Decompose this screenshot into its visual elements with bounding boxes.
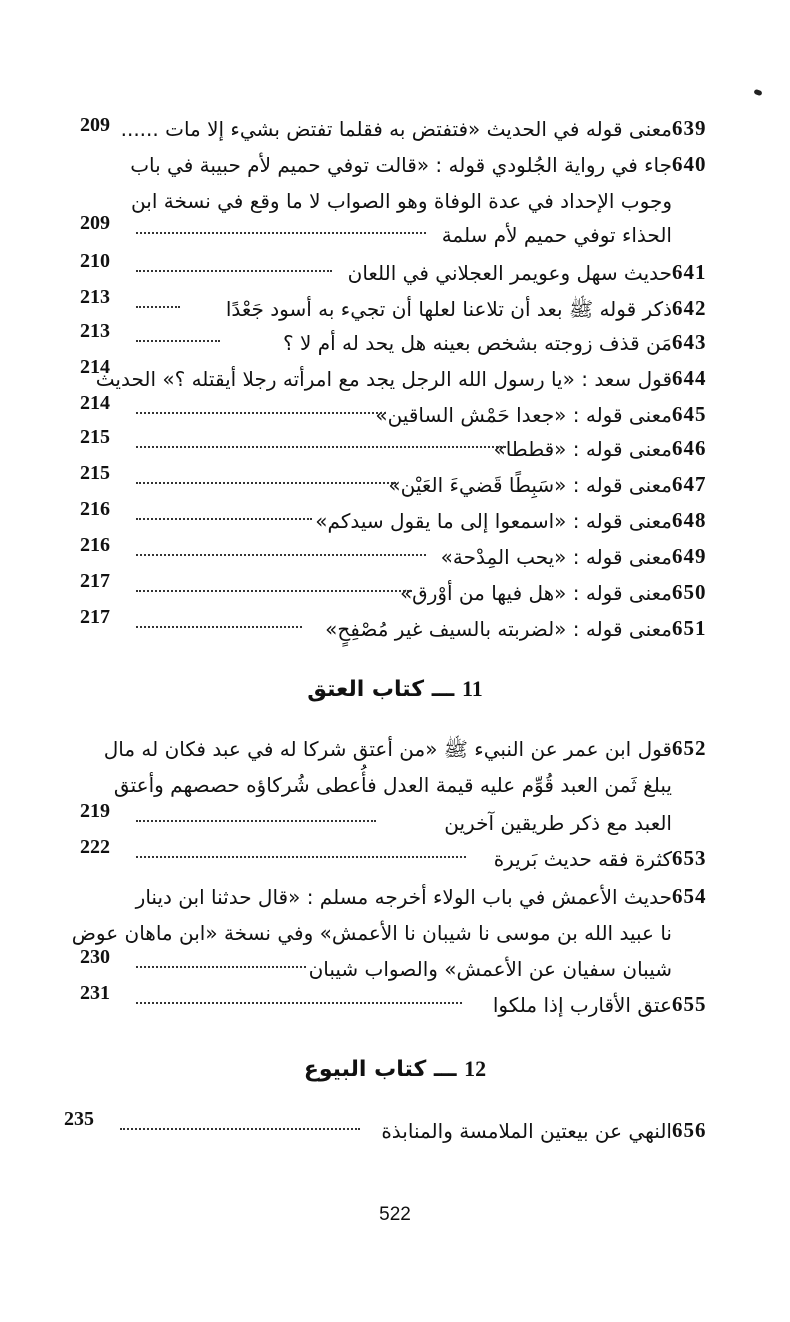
- page-number: 522: [379, 1204, 411, 1225]
- entry-title: معنى قوله : «جعدا حَمْش الساقين»: [375, 403, 672, 427]
- entry-number: 648: [672, 508, 707, 532]
- leader-dots: [136, 270, 332, 272]
- entry-number: 656: [672, 1118, 707, 1142]
- leader-dots: [136, 554, 426, 556]
- entry-number: 644: [672, 366, 707, 390]
- entry-title: معنى قوله في الحديث «فتفتض به فقلما تفتض بشيء إلا مات ......: [120, 117, 672, 141]
- entry-page: 209: [80, 114, 110, 136]
- toc-entry-continuation: [0, 768, 790, 804]
- entry-title-line: يبلغ ثَمن العبد قُوِّم عليه قيمة العدل فأُعطى شُركاؤه حصصهم وأعتق: [113, 773, 672, 797]
- section-heading: 12 ـــ كتاب البيوع: [303, 1056, 487, 1082]
- toc-entry: [0, 836, 790, 878]
- entry-number: 649: [672, 544, 707, 568]
- entry-title-line: العبد مع ذكر طريقين آخرين: [444, 811, 672, 835]
- section-title: كتاب العتق: [307, 677, 425, 702]
- leader-dots: [136, 856, 466, 858]
- entry-number: 651: [672, 616, 707, 640]
- leader-dots: [136, 446, 506, 448]
- entry-title-line: حديث الأعمش في باب الولاء أخرجه مسلم : «قال حدثنا ابن دينار: [135, 885, 672, 909]
- entry-title: معنى قوله : «قططا»: [493, 437, 672, 461]
- entry-number: 639: [672, 116, 707, 140]
- entry-number: 652: [672, 736, 707, 760]
- entry-title: معنى قوله : «هل فيها من أوْرق»: [399, 581, 672, 605]
- entry-title-line: شيبان سفيان عن الأعمش» والصواب شيبان: [308, 957, 672, 981]
- entry-page: 210: [80, 250, 110, 272]
- entry-number: 642: [672, 296, 707, 320]
- entry-page: 213: [80, 286, 110, 308]
- entry-number: 655: [672, 992, 707, 1016]
- entry-page: 217: [80, 570, 110, 592]
- ink-mark: [753, 89, 762, 96]
- entry-title: ذكر قوله ﷺ بعد أن تلاعنا لعلها أن تجيء به أسود جَعْدًا: [225, 297, 672, 321]
- entry-page: 215: [80, 426, 110, 448]
- entry-number: 643: [672, 330, 707, 354]
- leader-dots: [136, 412, 386, 414]
- entry-title: عتق الأقارب إذا ملكوا: [492, 993, 672, 1017]
- entry-page: 214: [80, 356, 110, 378]
- entry-title: معنى قوله : «لضربته بالسيف غير مُصْفِحٍ»: [325, 617, 672, 641]
- leader-dots: [136, 626, 302, 628]
- entry-page: 216: [80, 498, 110, 520]
- toc-entry: [0, 606, 790, 648]
- entry-page: 219: [80, 800, 110, 822]
- entry-title-line: قول ابن عمر عن النبيء ﷺ «من أعتق شركا له في عبد فكان له مال: [103, 737, 672, 761]
- entry-title: كثرة فقه حديث بَريرة: [493, 847, 672, 871]
- entry-title: النهي عن بيعتين الملامسة والمنابذة: [381, 1119, 672, 1143]
- entry-number: 640: [672, 152, 707, 176]
- leader-dots: [136, 590, 412, 592]
- leader-dots: [136, 306, 180, 308]
- leader-dots: [136, 1002, 462, 1004]
- entry-number: 641: [672, 260, 707, 284]
- leader-dots: [136, 340, 220, 342]
- entry-page: 215: [80, 462, 110, 484]
- entry-number: 647: [672, 472, 707, 496]
- entry-number: 650: [672, 580, 707, 604]
- entry-title: معنى قوله : «يحب المِدْحة»: [440, 545, 672, 569]
- entry-page: 209: [80, 212, 110, 234]
- entry-number: 645: [672, 402, 707, 426]
- leader-dots: [136, 518, 312, 520]
- entry-title: معنى قوله : «سَبِطًا قَضيءَ العَيْن»: [388, 473, 672, 497]
- entry-title-line: نا عبيد الله بن موسى نا شيبان نا الأعمش» وفي نسخة «ابن ماهان عوض: [71, 921, 672, 945]
- section-number: 11: [461, 676, 483, 701]
- leader-dots: [136, 482, 396, 484]
- entry-page: 222: [80, 836, 110, 858]
- leader-dots: [136, 966, 306, 968]
- toc-entry: [0, 982, 790, 1024]
- entry-title-line: الحذاء توفي حميم لأم سلمة: [441, 223, 672, 247]
- entry-page: 235: [64, 1108, 94, 1130]
- toc-entry: [0, 880, 790, 916]
- entry-page: 231: [80, 982, 110, 1004]
- entry-title: مَن قذف زوجته بشخص بعينه هل يحد له أم لا ؟: [282, 331, 672, 355]
- section-number: 12: [464, 1056, 487, 1081]
- entry-title: حديث سهل وعويمر العجلاني في اللعان: [347, 261, 672, 285]
- leader-dots: [136, 820, 376, 822]
- leader-dots: [136, 232, 426, 234]
- entry-title-line: جاء في رواية الجُلودي قوله : «قالت توفي حميم لأم حبيبة في باب: [130, 153, 672, 177]
- toc-entry: [0, 112, 790, 148]
- toc-entry: [0, 148, 790, 184]
- entry-page: 230: [80, 946, 110, 968]
- entry-number: 646: [672, 436, 707, 460]
- entry-page: 216: [80, 534, 110, 556]
- toc-entry: [0, 1108, 790, 1150]
- entry-page: 214: [80, 392, 110, 414]
- leader-dots: [120, 1128, 360, 1130]
- entry-number: 653: [672, 846, 707, 870]
- section-title: كتاب البيوع: [303, 1057, 427, 1082]
- section-heading: 11 ـــ كتاب العتق: [307, 676, 483, 702]
- toc-entry: [0, 732, 790, 768]
- entry-number: 654: [672, 884, 707, 908]
- entry-title-line: وجوب الإحداد في عدة الوفاة وهو الصواب لا ما وقع في نسخة ابن: [131, 189, 672, 213]
- toc-entry-continuation: [0, 212, 790, 254]
- entry-title: قول سعد : «يا رسول الله الرجل يجد مع امرأته رجلا أيقتله ؟» الحديث: [95, 367, 672, 391]
- entry-page: 213: [80, 320, 110, 342]
- entry-page: 217: [80, 606, 110, 628]
- entry-title: معنى قوله : «اسمعوا إلى ما يقول سيدكم»: [315, 509, 672, 533]
